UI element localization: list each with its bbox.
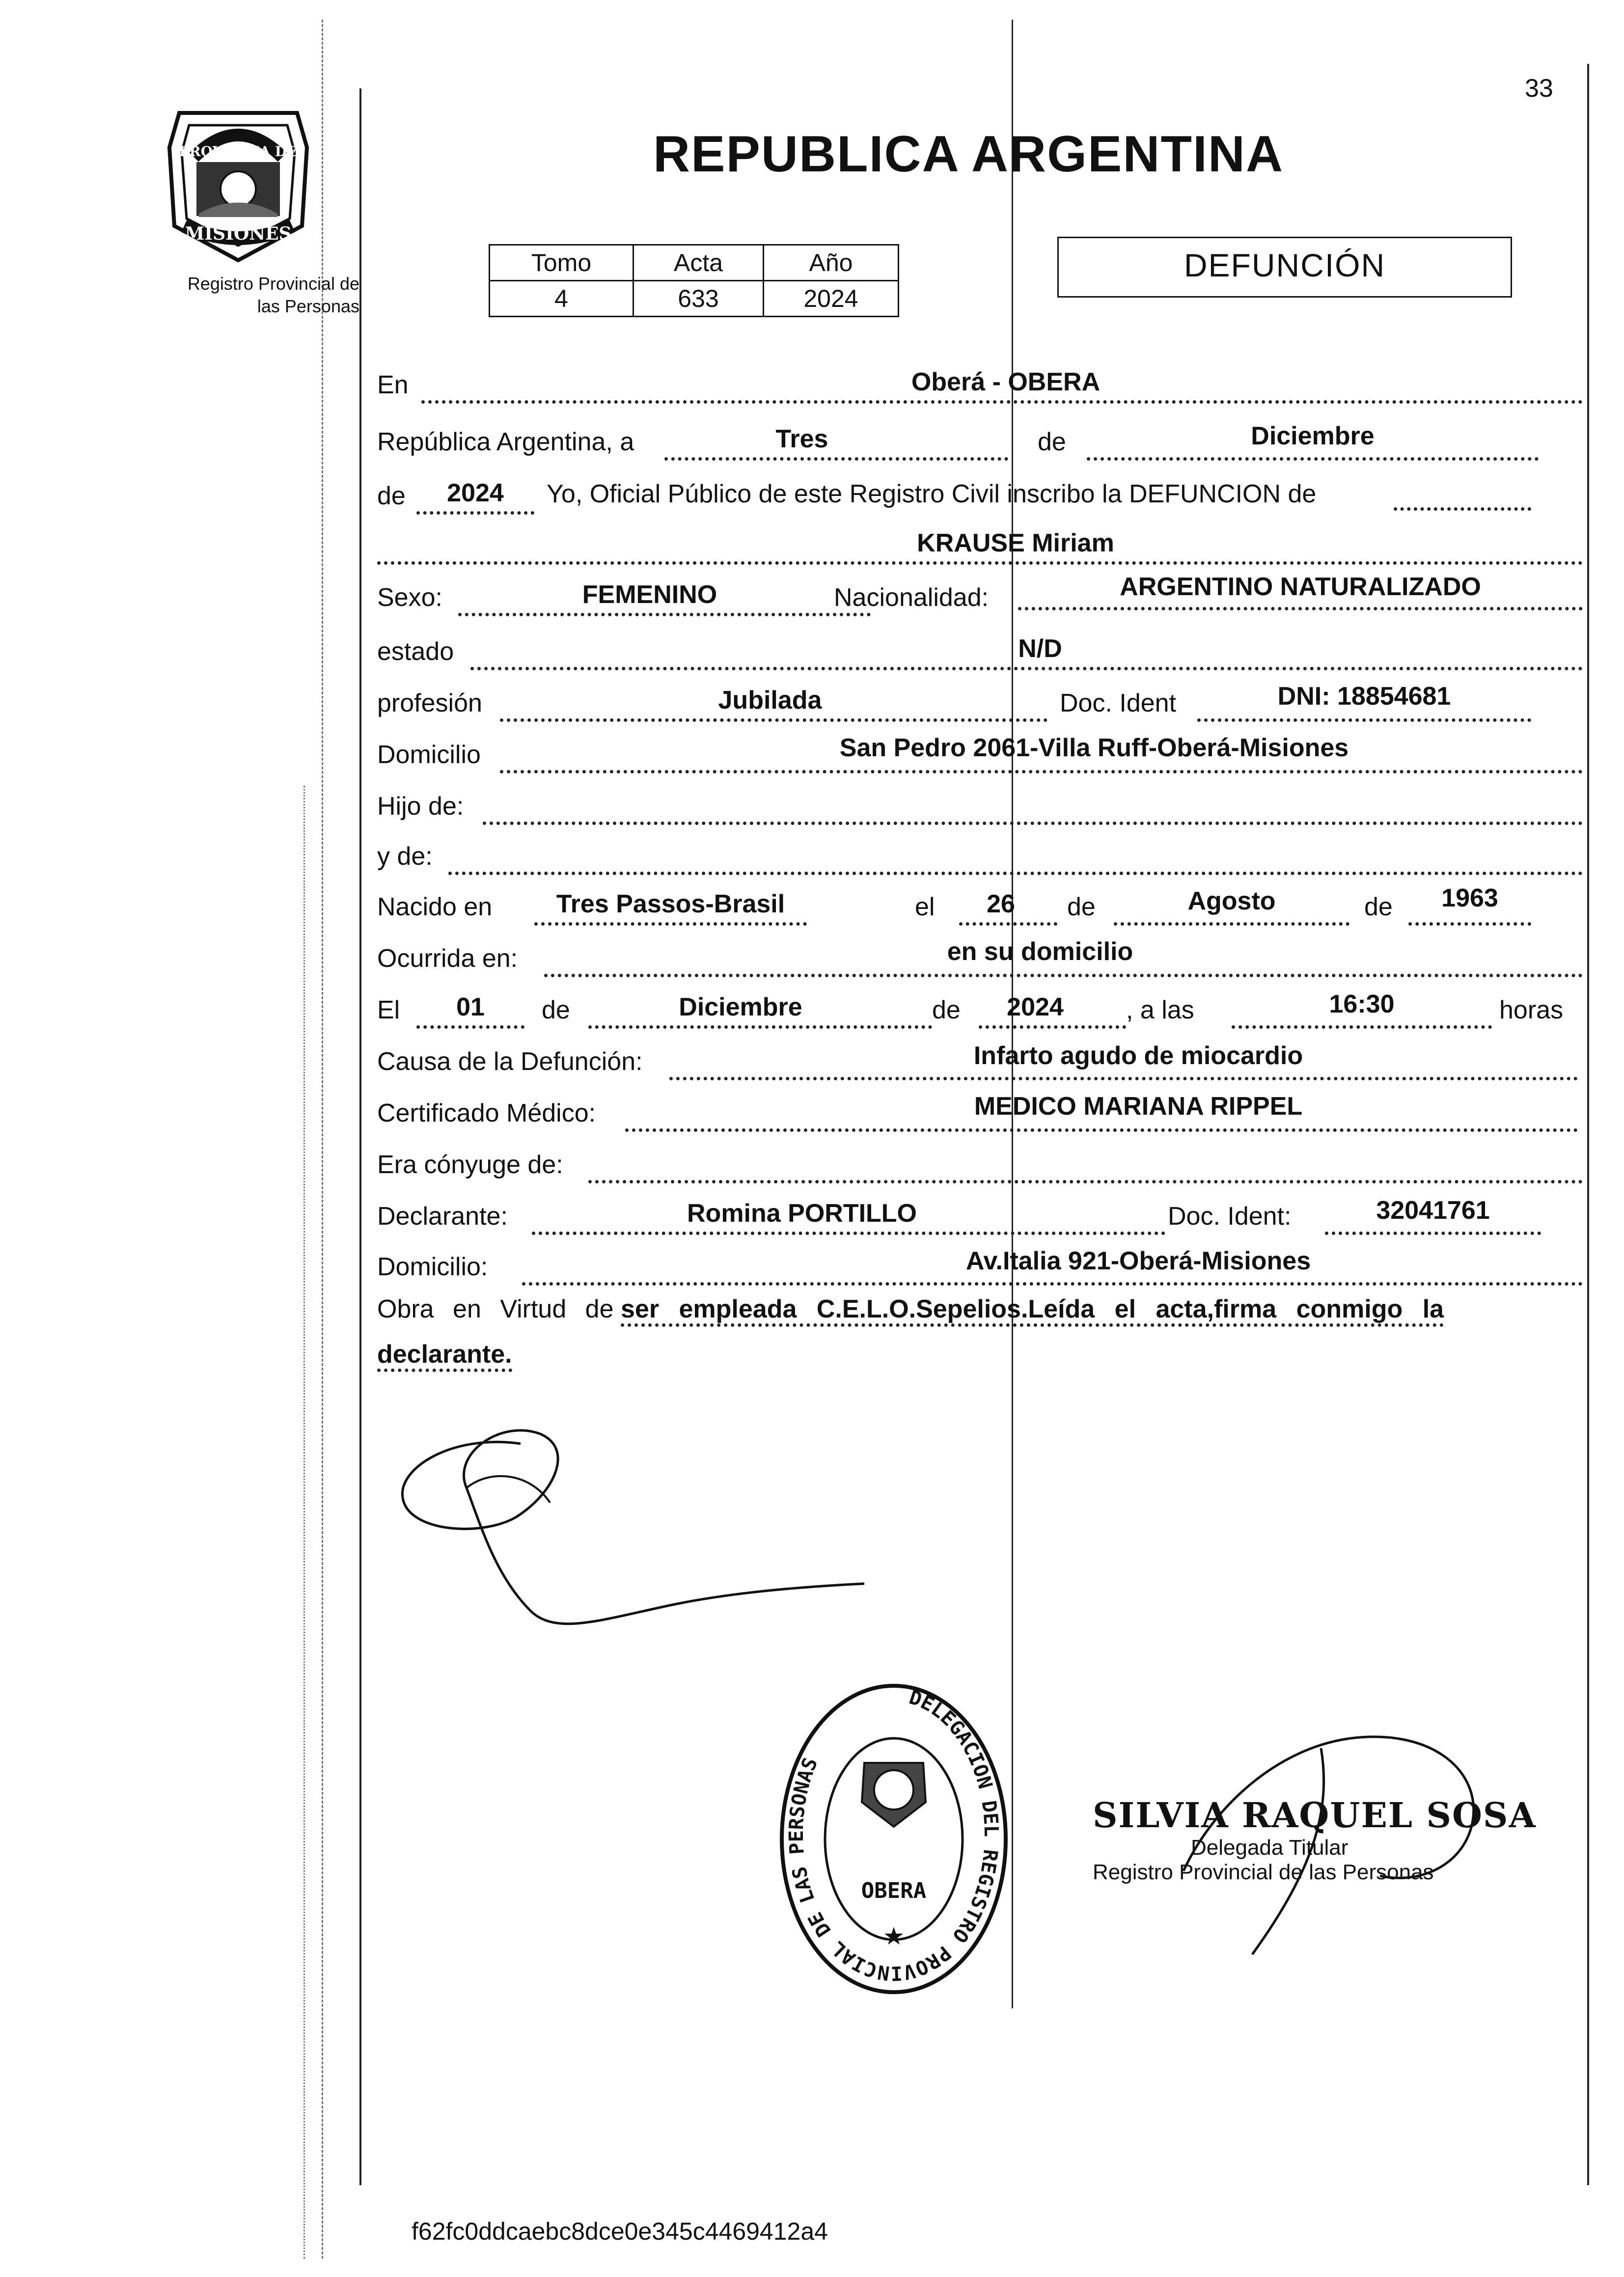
seal-bottom-text: MISIONES xyxy=(185,223,292,244)
de-label-3: de xyxy=(1067,893,1096,921)
el2-label: El xyxy=(377,996,400,1024)
document-title: REPUBLICA ARGENTINA xyxy=(653,126,1284,183)
nacido-anio: 1963 xyxy=(1441,884,1498,912)
certificado-label: Certificado Médico: xyxy=(377,1099,596,1127)
republica-label: República Argentina, a xyxy=(377,428,634,456)
en-label: En xyxy=(377,371,409,399)
acta-header: Acta xyxy=(633,245,764,281)
row-declarante xyxy=(377,1196,1585,1240)
officer-org: Registro Provincial de las Personas xyxy=(1093,1860,1434,1884)
nacido-dia: 26 xyxy=(987,890,1015,918)
nacido-lugar: Tres Passos-Brasil xyxy=(556,890,785,918)
anio-header: Año xyxy=(764,245,899,281)
de-label-2: de xyxy=(377,482,406,510)
def-dia: 01 xyxy=(456,993,485,1021)
el-label: el xyxy=(915,893,935,921)
conyuge-label: Era cónyuge de: xyxy=(377,1151,563,1179)
month-text: Diciembre xyxy=(1251,422,1375,450)
margin-dashed-line xyxy=(322,20,323,2259)
yde-label: y de: xyxy=(377,842,433,871)
row-hijo xyxy=(377,786,1585,830)
acta-value: 633 xyxy=(633,281,764,317)
row-republica xyxy=(377,421,1585,466)
declarante-doc-value: 32041761 xyxy=(1376,1196,1490,1225)
officer-fill xyxy=(1394,477,1531,511)
stamp-inner-text: OBERA xyxy=(861,1878,927,1903)
officer-signature-block xyxy=(1093,1795,1537,1885)
row-ocurrida xyxy=(377,938,1585,982)
deceased-name: KRAUSE Miriam xyxy=(917,529,1114,557)
row-domicilio xyxy=(377,734,1585,778)
row-domicilio-declarante xyxy=(377,1246,1585,1290)
declarante-value: Romina PORTILLO xyxy=(687,1199,917,1228)
logo-caption xyxy=(129,273,359,318)
officer-role: Delegada Titular xyxy=(1191,1836,1349,1860)
row-officer xyxy=(377,475,1585,520)
profesion-label: profesión xyxy=(377,689,482,717)
conyuge-fill xyxy=(588,1150,1583,1183)
hijo-label: Hijo de: xyxy=(377,792,464,821)
sexo-value: FEMENINO xyxy=(582,580,717,609)
de-label-4: de xyxy=(1364,893,1393,921)
reference-table xyxy=(489,244,899,317)
def-anio: 2024 xyxy=(1007,993,1064,1021)
row-name xyxy=(377,525,1585,570)
estado-value: N/D xyxy=(1018,634,1062,663)
de-label-1: de xyxy=(1038,428,1066,456)
stamp-outer-text: DELEGACION DEL REGISTRO PROVINCIAL DE LAS PERSONAS xyxy=(785,1686,1003,1985)
causa-value: Infarto agudo de miocardio xyxy=(973,1042,1303,1070)
form-left-border xyxy=(359,88,361,2185)
page-number: 33 xyxy=(1525,74,1553,103)
doc-value: DNI: 18854681 xyxy=(1277,682,1451,711)
declarante-doc-label: Doc. Ident: xyxy=(1168,1202,1292,1231)
logo-caption-line2: las Personas xyxy=(257,296,359,316)
row-conyuge xyxy=(377,1144,1585,1188)
doc-label: Doc. Ident xyxy=(1060,689,1177,717)
causa-label: Causa de la Defunción: xyxy=(377,1047,643,1076)
en-value: Oberá - OBERA xyxy=(911,368,1101,396)
row-yde xyxy=(377,836,1585,880)
svg-text:★: ★ xyxy=(882,1922,905,1950)
estado-label: estado xyxy=(377,637,454,666)
domicilio-label: Domicilio xyxy=(377,741,481,769)
row-sexo xyxy=(377,573,1585,621)
nacionalidad-value: ARGENTINO NATURALIZADO xyxy=(1120,573,1481,601)
row-estado xyxy=(377,631,1585,675)
obra-value: ser empleada C.E.L.O.Sepelios.Leída el acta,firma conmigo la declarante. xyxy=(377,1295,1444,1372)
obra-label: Obra en Virtud de xyxy=(377,1295,614,1323)
declarante-label: Declarante: xyxy=(377,1202,508,1231)
hijo-fill xyxy=(483,791,1583,825)
de-label-6: de xyxy=(932,996,961,1024)
document-type-box: DEFUNCIÓN xyxy=(1057,237,1512,298)
obra-en-virtud xyxy=(377,1287,1578,1377)
domicilio2-value: Av.Italia 921-Oberá-Misiones xyxy=(965,1247,1311,1275)
row-profesion xyxy=(377,683,1585,727)
ocurrida-value: en su domicilio xyxy=(947,937,1133,966)
declarant-signature xyxy=(393,1414,884,1670)
anio-value: 2024 xyxy=(764,281,899,317)
nacido-label: Nacido en xyxy=(377,893,493,921)
row-nacido xyxy=(377,886,1585,931)
row-certificado xyxy=(377,1093,1585,1137)
tomo-value: 4 xyxy=(490,281,633,317)
horas-label: horas xyxy=(1499,996,1564,1024)
row-causa xyxy=(377,1041,1585,1085)
nacionalidad-label: Nacionalidad: xyxy=(834,583,989,612)
profesion-value: Jubilada xyxy=(718,686,822,714)
def-hora: 16:30 xyxy=(1329,990,1395,1018)
official-stamp xyxy=(776,1679,1012,1999)
officer-text: Yo, Oficial Público de este Registro Civil inscribo la DEFUNCION de xyxy=(547,480,1317,508)
yde-fill xyxy=(448,841,1583,875)
sexo-label: Sexo: xyxy=(377,583,442,612)
row-en xyxy=(377,364,1585,409)
domicilio2-label: Domicilio: xyxy=(377,1253,488,1281)
nacido-mes: Agosto xyxy=(1187,887,1276,915)
def-mes: Diciembre xyxy=(679,993,802,1021)
row-fecha-defuncion xyxy=(377,989,1585,1034)
seal-top-text: PROVINCIA DE xyxy=(179,143,298,160)
margin-dashed-line-inner xyxy=(303,786,305,2259)
year-value: 2024 xyxy=(447,479,504,507)
alas-label: , a las xyxy=(1126,996,1194,1024)
officer-name: SILVIA RAQUEL SOSA xyxy=(1093,1795,1537,1836)
ocurrida-label: Ocurrida en: xyxy=(377,944,518,973)
certificado-value: MEDICO MARIANA RIPPEL xyxy=(974,1092,1303,1121)
province-seal-logo xyxy=(160,103,317,265)
footer-hash: f62fc0ddcaebc8dce0e345c4469412a4 xyxy=(412,2218,828,2245)
logo-caption-line1: Registro Provincial de xyxy=(187,274,359,294)
tomo-header: Tomo xyxy=(490,245,633,281)
form-right-border xyxy=(1587,64,1589,2185)
domicilio-value: San Pedro 2061-Villa Ruff-Oberá-Misiones xyxy=(839,734,1349,762)
day-text: Tres xyxy=(775,425,828,453)
de-label-5: de xyxy=(542,996,570,1024)
